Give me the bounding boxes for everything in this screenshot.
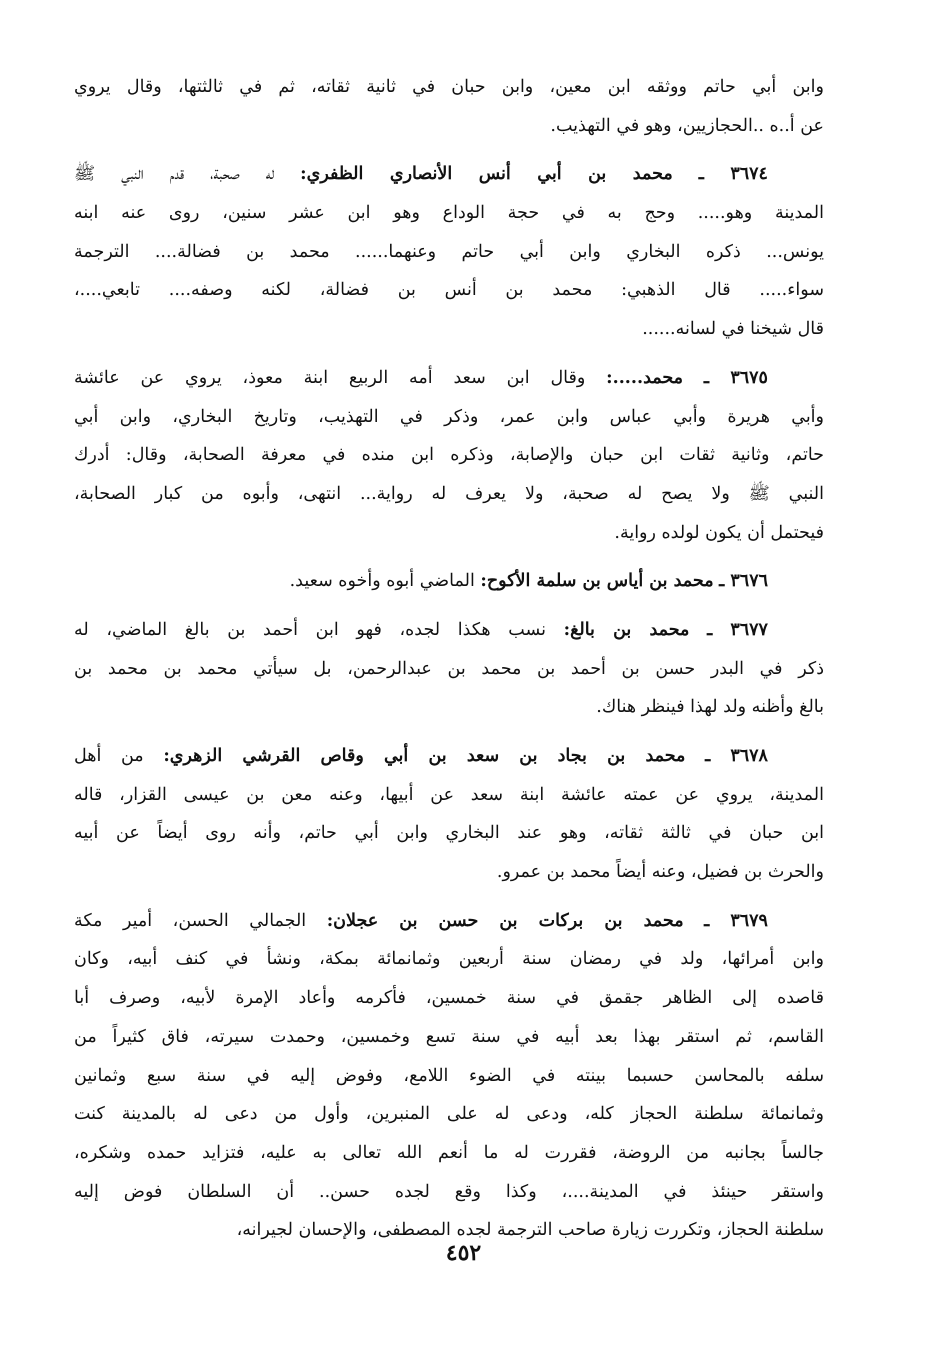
text-line [74, 194, 824, 233]
entry-text: المدينة، يروي عن عمته عائشة ابنة سعد عن أبيها، وعنه معن بن عيسى القزار، قاله [74, 784, 824, 805]
text-line [74, 475, 824, 514]
entry-text: النبي ﷺ ولا يصح له صحبة، ولا يعرف له رواية... انتهى، وأبوه من كبار الصحابة، [74, 483, 824, 504]
text-line [74, 979, 824, 1018]
entry-text: له صحبة، قدم النبي ﷺ [74, 164, 275, 185]
text-line [74, 1018, 824, 1057]
entry-text: وأبي هريرة وأبي عباس وابن عمر، وذكر في التهذيب، وتاريخ البخاري، وابن أبي [74, 406, 824, 427]
biography-entry [74, 737, 824, 892]
entry-heading: محمد بن أياس بن سلمة الأكوح: [480, 571, 714, 592]
entry-heading: محمد.....: [606, 367, 684, 388]
entry-text: جالساً بجانبه من الروضة، فقررت له ما أنعم الله تعالى به عليه، فتزايد حمده وشكره، [74, 1142, 824, 1163]
text-line [74, 1095, 824, 1134]
text-line [74, 310, 824, 349]
biography-entry [74, 611, 824, 727]
entry-text: سواء..... قال الذهبي: محمد بن أنس بن فضالة، لكنه وصفه.... تابعي....، [74, 280, 824, 301]
text-line [74, 233, 824, 272]
text-line [74, 940, 824, 979]
biography-entry [74, 562, 824, 601]
text-line [74, 902, 824, 941]
entry-number: ٣٦٧٨ ـ [705, 746, 768, 766]
text-line [74, 737, 824, 776]
biography-entry [74, 902, 824, 1250]
text-line [74, 611, 824, 650]
entry-text: واستقر حينئذ في المدينة....، وكذا وقع لجده حسن.. أن السلطان فوض إليه [74, 1181, 824, 1202]
biography-entry [74, 68, 824, 145]
text-line [74, 562, 824, 601]
text-line [74, 1173, 824, 1212]
text-line [74, 107, 824, 146]
entry-text: فيحتمل أن يكون لولده رواية. [614, 522, 824, 543]
entry-text: وابن أبي حاتم ووثقه ابن معين، وابن حبان في ثانية ثقاته، ثم في ثالثتها، وقال يروي [74, 77, 824, 97]
entry-text: نسب هكذا لجده، فهو ابن أحمد بن بالغ الماضي، له [74, 619, 546, 640]
entry-heading: محمد بن بركات بن حسن بن عجلان: [326, 910, 684, 931]
text-line [74, 359, 824, 398]
text-line [74, 68, 824, 107]
text-line [74, 650, 824, 689]
entry-text: سلفه بالمحاسن حسبما بينته في الضوء اللامع، وفوض إليه في سنة سبع وثمانين [74, 1065, 824, 1086]
entry-number: ٣٦٧٤ ـ [698, 164, 768, 185]
entry-heading: محمد بن بالغ: [563, 619, 690, 640]
entry-text: المدينة وهو..... وحج به في حجة الوداع وهو ابن عشر سنين، روى عنه ابنه [74, 203, 824, 224]
text-line [74, 436, 824, 475]
entry-text: سلطنة الحجاز، وتكررت زيارة صاحب الترجمة لجده المصطفى، والإحسان لجيرانه، [236, 1220, 824, 1241]
text-line [74, 398, 824, 437]
page-number: ٤٥٢ [445, 1240, 482, 1266]
entry-text: بالغ وأظنه ولد لهذا فينظر هناك. [596, 697, 824, 718]
entry-text: وثمانمائة سلطنة الحجاز كله، ودعى له على المنبرين، وأول من دعى له بالمدينة كنت [74, 1104, 824, 1125]
text-line [74, 155, 824, 194]
text-line [74, 776, 824, 815]
entry-text: قاصده إلى الظاهر جقمق في سنة خمسين، فأكرمه وأعاد الإمرة لأبيه، وصرف أبا [74, 988, 824, 1009]
entry-text: القاسم، ثم استقر بهذا بعد أبيه في سنة تسع وخمسين، وحمدت سيرته، فاق كثيراً من [74, 1026, 824, 1047]
entry-text: عن أ..ه ..الحجازيين، وهو في التهذيب. [550, 115, 824, 136]
entry-text: وابن أمرائها، ولد في رمضان سنة أربعين وثمانمائة بمكة، ونشأ في كنف أبيه، وكان [74, 949, 824, 970]
text-line [74, 514, 824, 553]
page-body [74, 68, 824, 1260]
text-line [74, 1057, 824, 1096]
entry-text: الماضي أبوه وأخوه سعيد. [289, 571, 475, 592]
entry-number: ٣٦٧٥ ـ [703, 367, 768, 388]
text-line [74, 853, 824, 892]
entry-text: قال شيخنا في لسانه...... [642, 319, 824, 340]
entry-text: من أهل [74, 746, 144, 766]
entry-number: ٣٦٧٧ ـ [707, 619, 768, 640]
text-line [74, 1134, 824, 1173]
entry-text: يونس... ذكره البخاري وابن أبي حاتم وعنهما...... محمد بن فضالة.... الترجمة [74, 241, 824, 262]
entry-text: وقال ابن سعد أمه الربيع ابنة معوذ، يروي عن عائشة [74, 367, 586, 388]
entry-number: ٣٦٧٩ ـ [704, 910, 768, 931]
biography-entry [74, 359, 824, 552]
entry-text: ابن حبان في ثالثة ثقاته، وهو عند البخاري وابن أبي حاتم، وأنه روى أيضاً عن أبيه [74, 823, 824, 844]
text-line [74, 271, 824, 310]
text-line [74, 688, 824, 727]
entry-heading: محمد بن أبي أنس الأنصاري الظفري: [300, 164, 673, 185]
entry-heading: محمد بن بجاد بن سعد بن أبي وقاص القرشي الزهري: [163, 746, 686, 766]
entry-text: والحرث بن فضيل، وعنه أيضاً محمد بن عمرو. [496, 862, 824, 883]
entry-text: الجمالي الحسن، أمير مكة [74, 910, 307, 931]
entry-text: ذكر في البدر حسن بن أحمد بن محمد بن عبدالرحمن، بل سيأتي محمد بن محمد بن [74, 658, 824, 679]
entry-text: حاتم، وثانية ثقات ابن حبان والإصابة، وذكره ابن منده في معرفة الصحابة، وقال: أدرك [74, 445, 824, 466]
biography-entry [74, 155, 824, 348]
text-line [74, 814, 824, 853]
entry-number: ٣٦٧٦ ـ [719, 571, 768, 592]
